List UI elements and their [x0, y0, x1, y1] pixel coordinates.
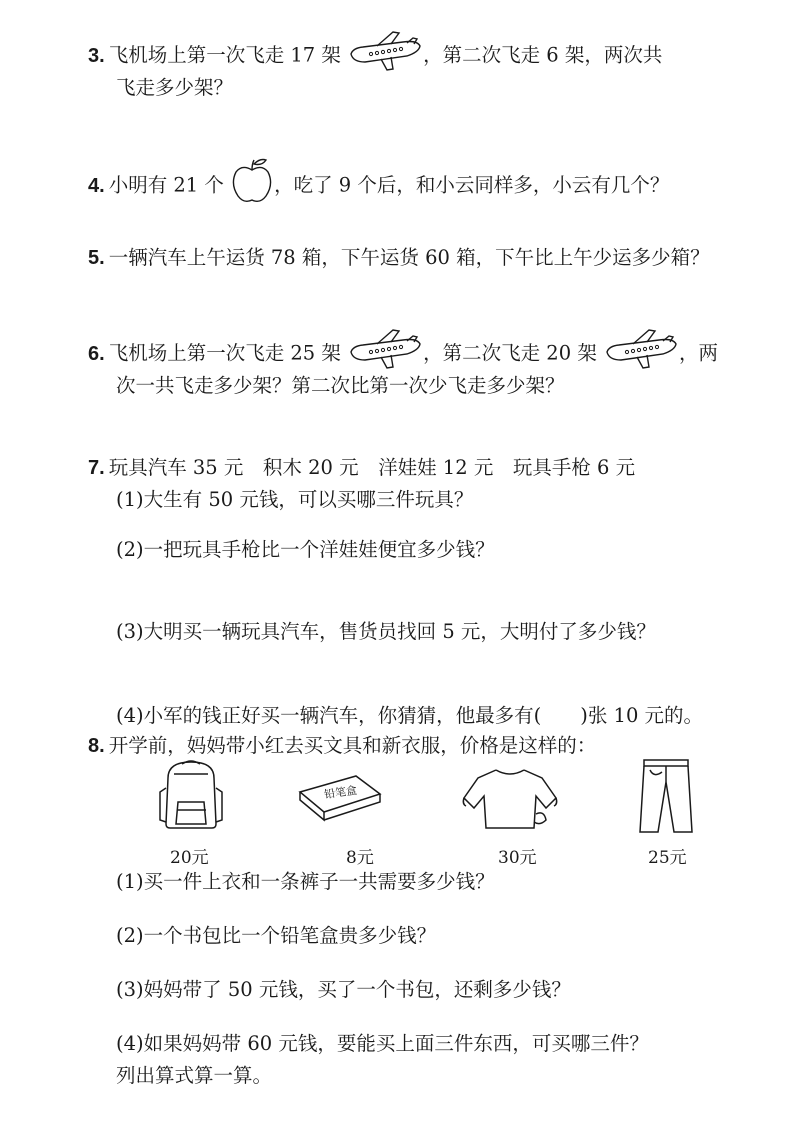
question-8-sub4-line2: 列出算式算一算。 — [116, 1064, 273, 1087]
question-text-cont: ，第二次飞走 20 架 — [423, 341, 597, 365]
question-8-sub3: (3)妈妈带了 50 元钱，买了一个书包，还剩多少钱？ — [116, 978, 571, 1001]
question-7-sub2: (2)一把玩具手枪比一个洋娃娃便宜多少钱？ — [116, 538, 495, 561]
backpack-price: 20元 — [170, 848, 209, 868]
question-text: 飞机场上第一次飞走 25 架 — [108, 341, 341, 365]
shirt-image — [460, 762, 560, 838]
pencil-box-label: 铅笔盒 — [323, 783, 358, 802]
question-text-cont: ，第二次飞走 6 架，两次共 — [423, 43, 663, 67]
backpack-image — [154, 758, 228, 836]
question-4 — [88, 156, 669, 216]
question-7-sub1: (1)大生有 50 元钱，可以买哪三件玩具？ — [116, 488, 474, 511]
question-number: 4. — [88, 174, 105, 197]
pencil-box-price: 8元 — [346, 848, 374, 868]
question-text: 飞机场上第一次飞走 17 架 — [108, 43, 341, 67]
airplane-icon — [603, 328, 679, 380]
question-text-cont: ，吃了 9 个后，和小云同样多，小云有几个？ — [274, 173, 670, 197]
question-8-sub2: (2)一个书包比一个铅笔盒贵多少钱？ — [116, 924, 437, 947]
pants-price: 25元 — [648, 848, 687, 868]
question-7 — [88, 452, 635, 484]
question-number: 5. — [88, 247, 105, 269]
question-3-line2 — [116, 72, 233, 104]
apple-icon — [230, 156, 274, 216]
question-text: 开学前，妈妈带小红去买文具和新衣服，价格是这样的： — [108, 734, 597, 757]
question-5 — [88, 242, 710, 274]
shirt-price: 30元 — [498, 848, 537, 868]
question-text: 飞走多少架？ — [116, 76, 234, 99]
question-number: 3. — [88, 44, 105, 67]
question-7-sub3: (3)大明买一辆玩具汽车，售货员找回 5 元，大明付了多少钱？ — [116, 620, 656, 643]
question-text-end: ，两 — [679, 341, 719, 365]
pencil-box-image — [298, 772, 382, 826]
question-text: 玩具汽车 35 元 积木 20 元 洋娃娃 12 元 玩具手枪 6 元 — [108, 456, 636, 479]
question-text: 小明有 21 个 — [108, 173, 224, 197]
question-text: 次一共飞走多少架？第二次比第一次少飞走多少架？ — [116, 374, 565, 397]
airplane-icon — [347, 30, 423, 82]
question-8-sub4-line1: (4)如果妈妈带 60 元钱，要能买上面三件东西，可买哪三件？ — [116, 1032, 649, 1055]
question-number: 6. — [88, 342, 105, 365]
question-8-sub1: (1)买一件上衣和一条裤子一共需要多少钱？ — [116, 870, 495, 893]
question-7-sub4: (4)小军的钱正好买一辆汽车，你猜猜，他最多有( )张 10 元的。 — [116, 704, 704, 727]
question-number: 7. — [88, 457, 105, 479]
pants-image — [636, 756, 696, 840]
question-text: 一辆汽车上午运货 78 箱，下午运货 60 箱，下午比上午少运多少箱？ — [108, 246, 710, 269]
question-number: 8. — [88, 735, 105, 757]
question-6-line2 — [116, 370, 565, 402]
